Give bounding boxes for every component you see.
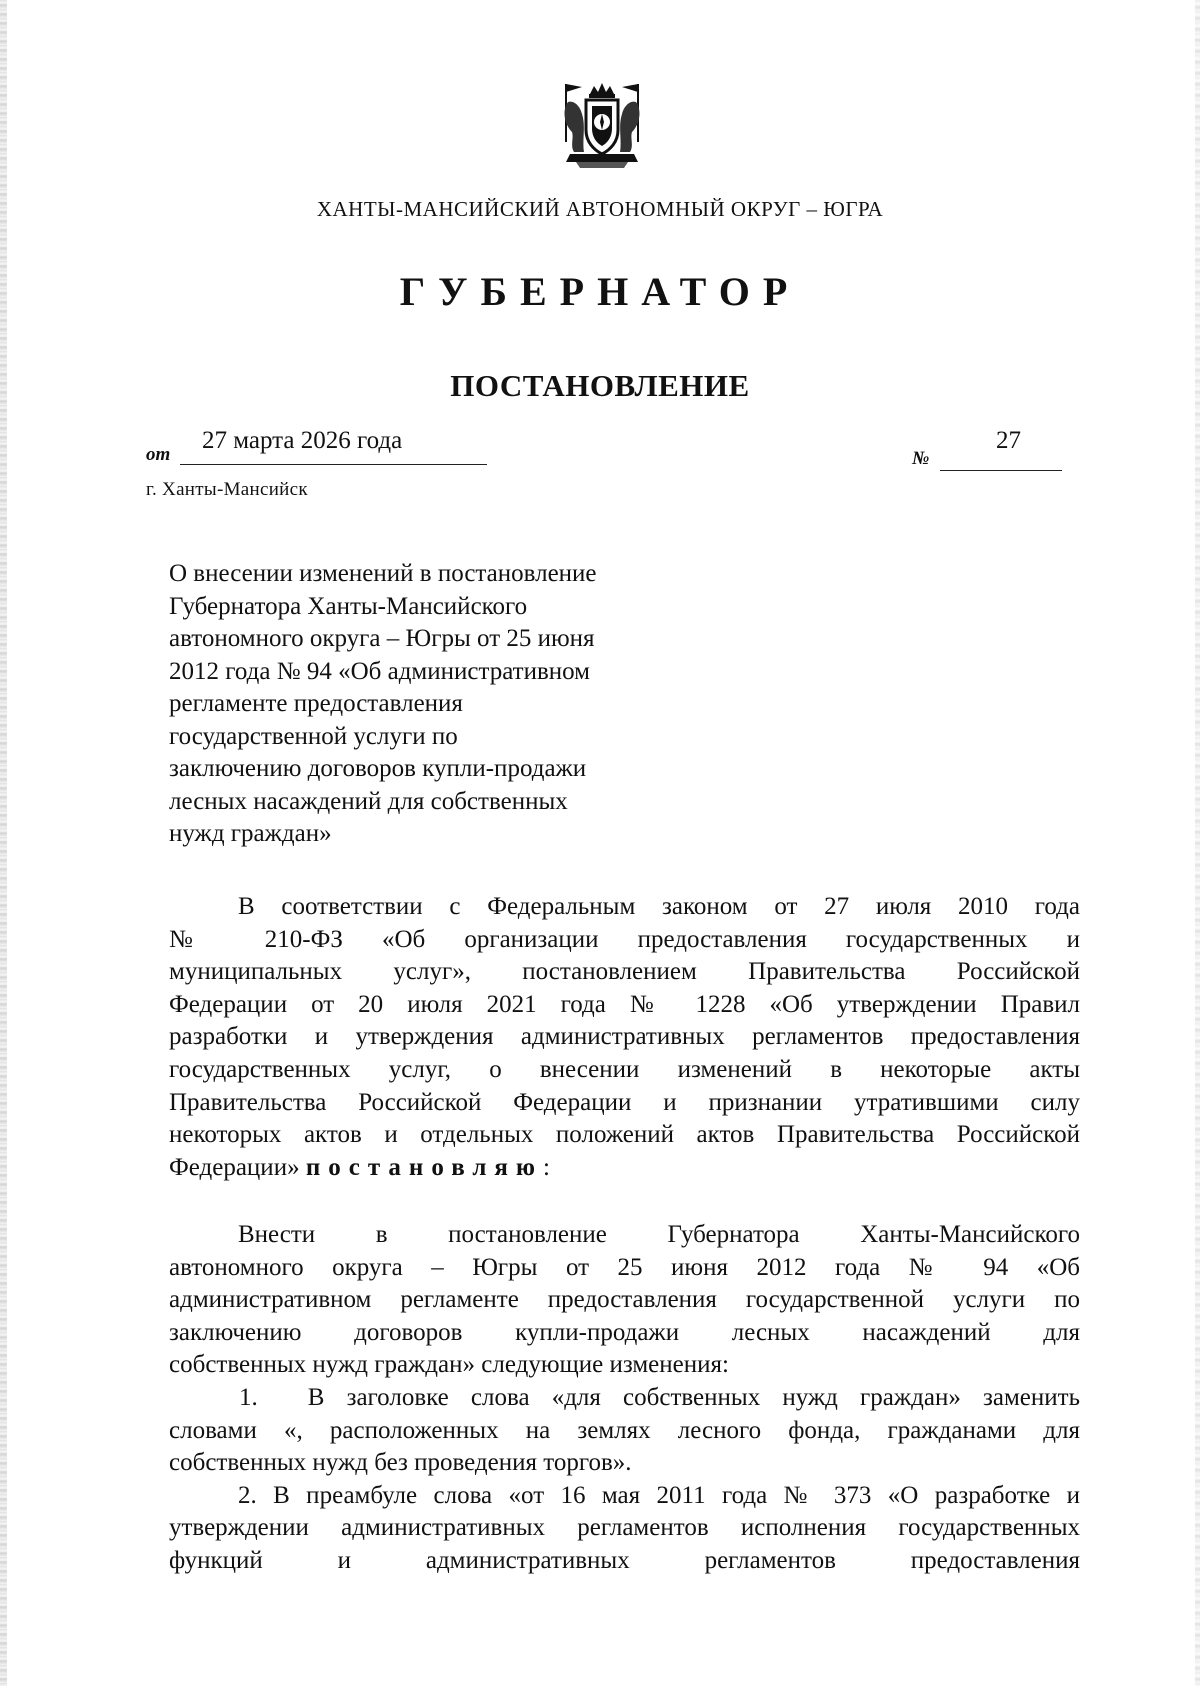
paragraph-line: утверждении административных регламентов исполнения государственных	[169, 1514, 1080, 1542]
scan-edge-right	[1195, 0, 1200, 1686]
paragraph-line: разработки и утверждения административных регламентов предоставления	[169, 1023, 1080, 1051]
subject-line: лесных насаждений для собственных	[169, 787, 568, 815]
paragraph-line: муниципальных услуг», постановлением Правительства Российской	[169, 958, 1080, 986]
paragraph-line: Федерации от 20 июля 2021 года № 1228 «Об утверждении Правил	[169, 990, 1080, 1018]
paragraph-last-text: Федерации»	[169, 1153, 300, 1181]
decree-colon: :	[543, 1153, 550, 1181]
document-number: 27	[996, 427, 1021, 454]
date-label: от	[146, 444, 171, 465]
subject-line: заключению договоров купли-продажи	[169, 755, 587, 782]
preamble-paragraph	[169, 891, 1080, 1184]
amendment-item-1: 1. В заголовке слова «для собственных нужд граждан» заменить	[239, 1383, 1080, 1411]
region-title: ХАНТЫ-МАНСИЙСКИЙ АВТОНОМНЫЙ ОКРУГ – ЮГРА	[316, 197, 884, 221]
subject-line: автономного округа – Югры от 25 июня	[169, 625, 595, 652]
paragraph-line: некоторых актов и отдельных положений актов Правительства Российской	[169, 1121, 1080, 1149]
subject-line: государственной услуги по	[169, 722, 458, 750]
amendments-paragraph	[169, 1219, 1080, 1578]
paragraph-line: административном регламенте предоставления государственной услуги по	[169, 1286, 1080, 1314]
governor-title: ГУБЕРНАТОР	[399, 269, 801, 314]
document-date: 27 марта 2026 года	[202, 427, 403, 454]
paragraph-last-line	[169, 1152, 1080, 1185]
paragraph-line: собственных нужд без проведения торгов».	[169, 1449, 632, 1477]
decree-word: постановляю	[305, 1153, 544, 1181]
subject-line: регламенте предоставления	[169, 690, 463, 717]
number-underline	[940, 470, 1062, 471]
paragraph-line: В соответствии с Федеральным законом от 27 июля 2010 года	[238, 893, 1080, 920]
subject-line: Губернатора Ханты-Мансийского	[169, 592, 528, 620]
paragraph-line: словами «, расположенных на землях лесного фонда, гражданами для	[169, 1416, 1080, 1444]
document-subject	[169, 558, 669, 851]
paragraph-line: заключению договоров купли-продажи лесных насаждений для	[169, 1318, 1080, 1346]
paragraph-line: государственных услуг, о внесении изменений в некоторые акты	[169, 1055, 1080, 1083]
amendment-item-2: 2. В преамбуле слова «от 16 мая 2011 года № 373 «О разработке и	[238, 1481, 1080, 1509]
paragraph-line: Правительства Российской Федерации и признании утратившими силу	[169, 1088, 1080, 1116]
subject-line: О внесении изменений в постановление	[169, 560, 597, 587]
subject-line: 2012 года № 94 «Об административном	[169, 657, 590, 685]
paragraph-line: функций и административных регламентов предоставления	[169, 1546, 1080, 1574]
document-city: г. Ханты-Мансийск	[146, 479, 308, 500]
paragraph-line: Внести в постановление Губернатора Ханты-Мансийского	[238, 1221, 1080, 1248]
paragraph-line: автономного округа – Югры от 25 июня 2012 года № 94 «Об	[169, 1253, 1080, 1281]
paragraph-line: собственных нужд граждан» следующие изменения:	[169, 1351, 729, 1379]
scan-edge-left	[0, 0, 7, 1686]
coat-of-arms-icon	[552, 80, 652, 172]
paragraph-line: № 210-ФЗ «Об организации предоставления государственных и	[169, 925, 1080, 953]
number-label: №	[912, 448, 930, 469]
subject-line: нужд граждан»	[169, 820, 332, 847]
document-type: ПОСТАНОВЛЕНИЕ	[450, 368, 750, 403]
date-underline	[180, 464, 487, 465]
